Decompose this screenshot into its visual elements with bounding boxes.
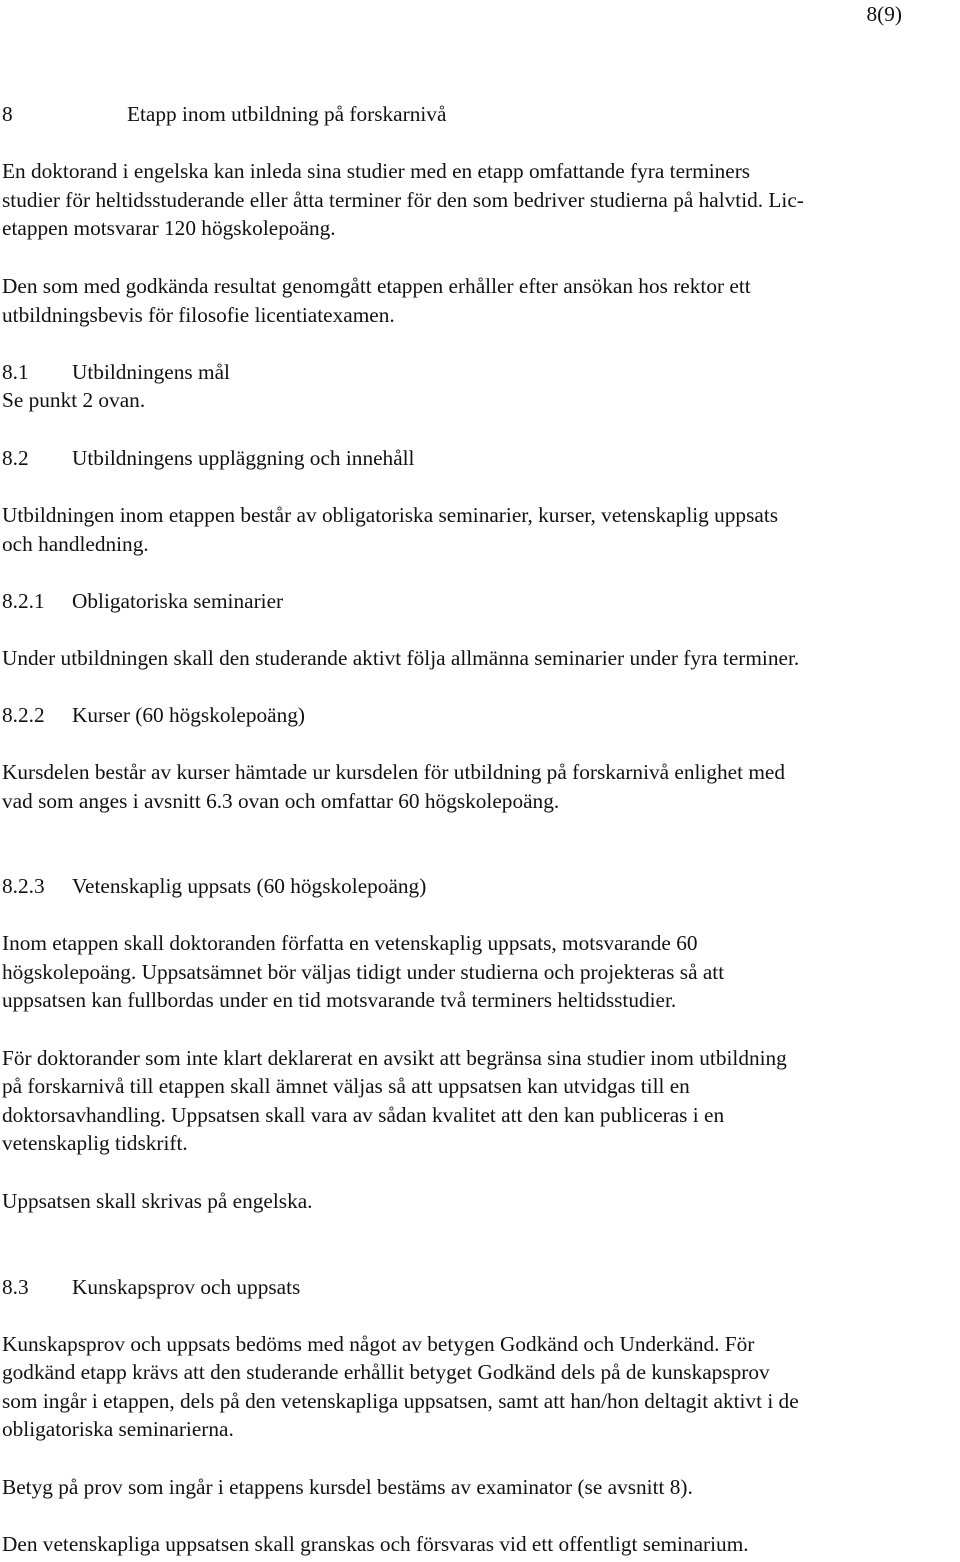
doctoral-paragraph-line: För doktorander som inte klart deklarerat en avsikt att begränsa sina studier inom utbildning: [2, 1046, 787, 1070]
section-title: Vetenskaplig uppsats (60 högskolepoäng): [72, 874, 427, 898]
section-title: Etapp inom utbildning på forskarnivå: [127, 102, 447, 126]
section-heading-8-1: [2, 362, 230, 383]
structure-paragraph-line: och handledning.: [2, 532, 149, 556]
defense-paragraph-line: Den vetenskapliga uppsatsen skall granskas och försvaras vid ett offentligt seminarium.: [2, 1532, 749, 1556]
section-number: 8.2: [2, 446, 29, 470]
section-heading-8-2-2: [2, 705, 305, 726]
section-number: 8: [2, 102, 13, 126]
doctoral-paragraph-line: på forskarnivå till etappen skall ämnet väljas så att uppsatsen kan utvidgas till en: [2, 1074, 690, 1098]
grading-paragraph-line: Kunskapsprov och uppsats bedöms med något av betygen Godkänd och Underkänd. För: [2, 1332, 755, 1356]
section-title: Kunskapsprov och uppsats: [72, 1275, 301, 1299]
section-heading-8-2: [2, 448, 414, 469]
section-title: Utbildningens uppläggning och innehåll: [72, 446, 415, 470]
section-title: Kurser (60 högskolepoäng): [72, 703, 306, 727]
essay-paragraph-line: Inom etappen skall doktoranden författa en vetenskaplig uppsats, motsvarande 60: [2, 931, 698, 955]
grading-paragraph-line: godkänd etapp krävs att den studerande erhållit betyget Godkänd dels på de kunskapsprov: [2, 1360, 770, 1384]
courses-paragraph-line: vad som anges i avsnitt 6.3 ovan och omfattar 60 högskolepoäng.: [2, 789, 560, 813]
section-number: 8.2.1: [2, 589, 45, 613]
essay-paragraph-line: högskolepoäng. Uppsatsämnet bör väljas tidigt under studierna och projekteras så att: [2, 960, 725, 984]
doctoral-paragraph-line: vetenskaplig tidskrift.: [2, 1131, 188, 1155]
essay-paragraph-line: uppsatsen kan fullbordas under en tid motsvarande två terminers heltidsstudier.: [2, 988, 677, 1012]
section-heading-8-2-3: [2, 876, 426, 897]
section-heading-8-3: [2, 1277, 300, 1298]
courses-paragraph-line: Kursdelen består av kurser hämtade ur kursdelen för utbildning på forskarnivå enlighet med: [2, 760, 786, 784]
see-point-line: Se punkt 2 ovan.: [2, 388, 146, 412]
exam-paragraph-line: Den som med godkända resultat genomgått etappen erhåller efter ansökan hos rektor ett: [2, 274, 751, 298]
intro-paragraph-line: studier för heltidsstuderande eller åtta terminer för den som bedriver studierna på halvtid. Lic-: [2, 188, 804, 212]
exam-paragraph-line: utbildningsbevis för filosofie licentiatexamen.: [2, 303, 395, 327]
intro-paragraph-line: En doktorand i engelska kan inleda sina studier med en etapp omfattande fyra terminers: [2, 159, 751, 183]
structure-paragraph-line: Utbildningen inom etappen består av obligatoriska seminarier, kurser, vetenskaplig uppsats: [2, 503, 779, 527]
section-heading-8: [2, 104, 446, 125]
section-number: 8.3: [2, 1275, 29, 1299]
section-number: 8.2.3: [2, 874, 45, 898]
section-number: 8.2.2: [2, 703, 45, 727]
section-title: Utbildningens mål: [72, 360, 230, 384]
section-title: Obligatoriska seminarier: [72, 589, 284, 613]
intro-paragraph-line: etappen motsvarar 120 högskolepoäng.: [2, 216, 336, 240]
section-number: 8.1: [2, 360, 29, 384]
grading-paragraph-line: obligatoriska seminarierna.: [2, 1417, 234, 1441]
doctoral-paragraph-line: doktorsavhandling. Uppsatsen skall vara av sådan kvalitet att den kan publiceras i en: [2, 1103, 725, 1127]
english-paragraph-line: Uppsatsen skall skrivas på engelska.: [2, 1189, 313, 1213]
section-heading-8-2-1: [2, 591, 283, 612]
grading-paragraph-line: som ingår i etappen, dels på den vetenskapliga uppsatsen, samt att han/hon deltagit aktivt i de: [2, 1389, 799, 1413]
examiner-paragraph-line: Betyg på prov som ingår i etappens kursdel bestäms av examinator (se avsnitt 8).: [2, 1475, 693, 1499]
seminar-paragraph-line: Under utbildningen skall den studerande aktivt följa allmänna seminarier under fyra terminer.: [2, 646, 800, 670]
page-number: 8(9): [866, 2, 902, 26]
